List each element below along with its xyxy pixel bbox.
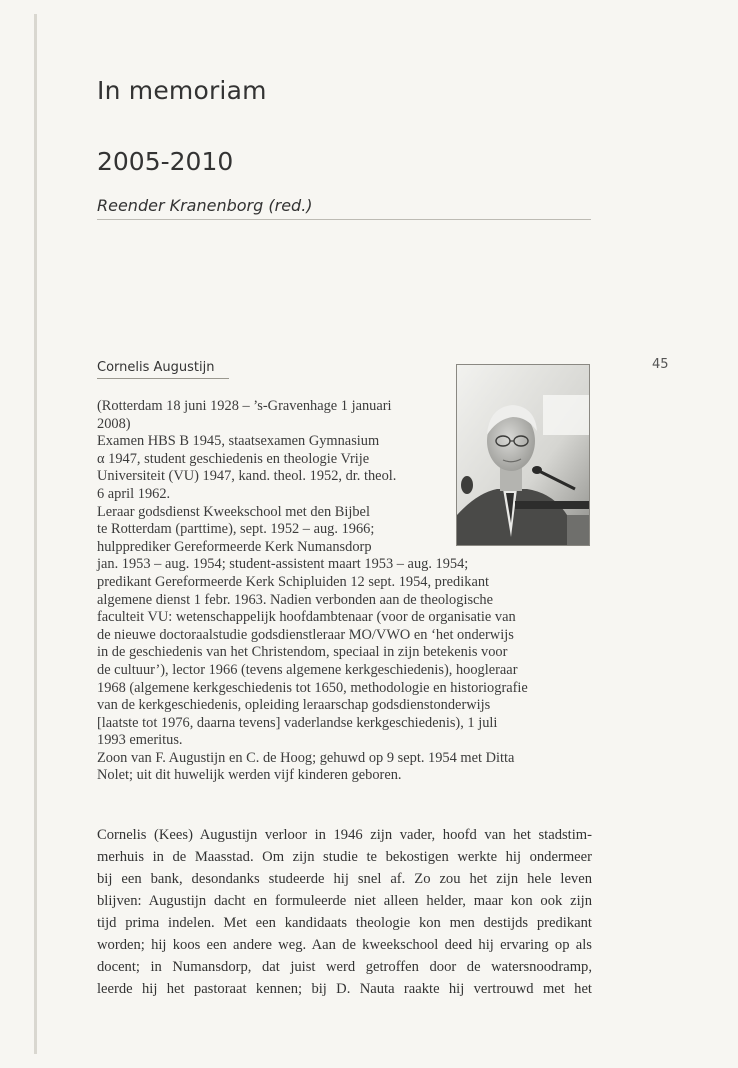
- paragraph-line: blijven: Augustijn dacht en formuleerde niet alleen helder, maar kon ook zijn: [97, 893, 592, 909]
- page-binding-shadow: [34, 14, 37, 1054]
- paragraph-line: bij een bank, desondanks studeerde hij snel af. Zo zou het zijn hele leven: [97, 871, 592, 887]
- bio-line: de cultuur’), lector 1966 (tevens algemene kerkgeschiedenis), hoogleraar: [97, 661, 518, 678]
- bio-line: algemene dienst 1 febr. 1963. Nadien verbonden aan de theologische: [97, 591, 494, 608]
- bio-line: jan. 1953 – aug. 1954; student-assistent maart 1953 – aug. 1954;: [97, 556, 469, 573]
- page-years: 2005-2010: [97, 147, 234, 176]
- header-rule: [97, 219, 591, 220]
- bio-line: de nieuwe doctoraalstudie godsdienstleraar MO/VWO en ‘het onderwijs: [97, 626, 514, 643]
- bio-line: Examen HBS B 1945, staatsexamen Gymnasium: [97, 433, 380, 450]
- biographical-data: [97, 398, 592, 785]
- bio-line: Nolet; uit dit huwelijk werden vijf kinderen geboren.: [97, 767, 402, 784]
- bio-line: Universiteit (VU) 1947, kand. theol. 1952, dr. theol.: [97, 468, 397, 485]
- bio-line: 2008): [97, 415, 131, 432]
- bio-line: hulpprediker Gereformeerde Kerk Numansdorp: [97, 538, 372, 555]
- bio-line: Zoon van F. Augustijn en C. de Hoog; gehuwd op 9 sept. 1954 met Ditta: [97, 749, 515, 766]
- bio-line: in de geschiedenis van het Christendom, speciaal in zijn betekenis voor: [97, 644, 508, 661]
- bio-line: Leraar godsdienst Kweekschool met den Bijbel: [97, 503, 370, 520]
- entry-name-underline: [97, 378, 229, 379]
- editor-credit: Reender Kranenborg (red.): [97, 196, 313, 215]
- paragraph-line: Cornelis (Kees) Augustijn verloor in 1946 zijn vader, hoofd van het stadstim-: [97, 827, 592, 843]
- bio-line: 1993 emeritus.: [97, 732, 183, 749]
- page-title: In memoriam: [97, 76, 267, 105]
- paragraph-line: leerde hij het pastoraat kennen; bij D. Nauta raakte hij vertrouwd met het: [97, 981, 592, 997]
- page-number: 45: [652, 357, 669, 372]
- bio-line: [laatste tot 1976, daarna tevens] vaderlandse kerkgeschiedenis), 1 juli: [97, 714, 498, 731]
- bio-line: α 1947, student geschiedenis en theologie Vrije: [97, 450, 370, 467]
- paragraph-line: worden; hij koos een andere weg. Aan de kweekschool deed hij ervaring op als: [97, 937, 592, 953]
- bio-line: predikant Gereformeerde Kerk Schipluiden 12 sept. 1954, predikant: [97, 573, 490, 590]
- paragraph-line: tijd prima indelen. Met een kandidaats theologie kon men destijds predikant: [97, 915, 592, 931]
- paragraph-line: merhuis in de Maasstad. Om zijn studie te bekostigen werkte hij ondermeer: [97, 849, 592, 865]
- bio-line: faculteit VU: wetenschappelijk hoofdambtenaar (voor de organisatie van: [97, 609, 516, 626]
- bio-line: te Rotterdam (parttime), sept. 1952 – aug. 1966;: [97, 521, 375, 538]
- entry-name: Cornelis Augustijn: [97, 360, 215, 375]
- body-paragraph: [97, 824, 592, 1000]
- bio-line: 1968 (algemene kerkgeschiedenis tot 1650, methodologie en historiografie: [97, 679, 528, 696]
- bio-line: (Rotterdam 18 juni 1928 – ’s-Gravenhage 1 januari: [97, 398, 392, 414]
- paragraph-line: docent; in Numansdorp, dat juist werd getroffen door de watersnoodramp,: [97, 959, 592, 975]
- bio-line: van de kerkgeschiedenis, opleiding leraarschap godsdienstonderwijs: [97, 697, 491, 714]
- bio-line: 6 april 1962.: [97, 485, 171, 502]
